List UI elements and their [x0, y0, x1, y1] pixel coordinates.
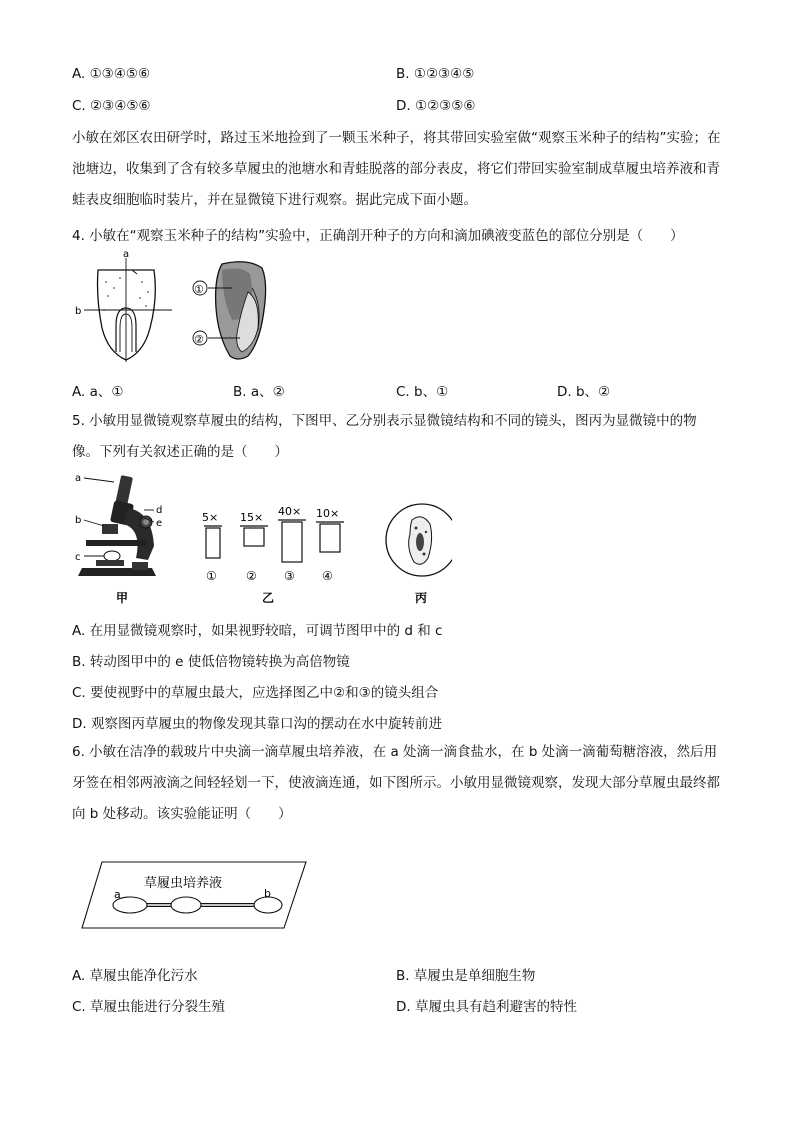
q6-option-a: A. 草履虫能净化污水 — [72, 968, 198, 984]
q5-option-c: C. 要使视野中的草履虫最大，应选择图乙中②和③的镜头组合 — [72, 685, 439, 701]
q4-option-b: B. a、② — [233, 384, 285, 400]
q4-label-b: b — [75, 306, 82, 317]
q4-label-a: a — [123, 249, 130, 260]
q4-option-c: C. b、① — [396, 384, 449, 400]
q5-option-d: D. 观察图丙草履虫的物像发现其靠口沟的摆动在水中旋转前进 — [72, 716, 442, 732]
q4-option-a: A. a、① — [72, 384, 124, 400]
micro-label-a: a — [75, 473, 82, 484]
micro-label-d: d — [156, 505, 163, 516]
lens-mag-1: 5× — [202, 511, 219, 524]
q5-figure — [72, 468, 452, 610]
lens-num-4: ④ — [322, 569, 333, 583]
q6-fig-label-b: b — [264, 887, 271, 900]
q4-stem: 4. 小敏在“观察玉米种子的结构”实验中，正确剖开种子的方向和滴加碘液变蓝色的部位分别是（ ） — [72, 228, 684, 244]
lens-num-1: ① — [206, 569, 217, 583]
lens-mag-3: 40× — [278, 505, 302, 518]
context-paragraph: 小敏在郊区农田研学时，路过玉米地捡到了一颗玉米种子，将其带回实验室做“观察玉米种子的结构”实验；在池塘边，收集到了含有较多草履虫的池塘水和青蛙脱落的部分表皮，将它们带回实验室制成草履虫培养液和青蛙表皮细胞临时装片，并在显微镜下进行观察。据此完成下面小题。 — [72, 130, 721, 208]
q5-option-a: A. 在用显微镜观察时，如果视野较暗，可调节图甲中的 d 和 c — [72, 623, 443, 639]
q4-figure — [72, 248, 292, 376]
lens-mag-2: 15× — [240, 511, 264, 524]
q6-option-d: D. 草履虫具有趋利避害的特性 — [396, 999, 577, 1015]
caption-jia: 甲 — [116, 591, 129, 605]
caption-yi: 乙 — [262, 591, 275, 605]
q6-figure — [80, 856, 312, 934]
q4-option-d: D. b、② — [557, 384, 611, 400]
q4-label-2: ② — [194, 333, 204, 346]
lens-num-2: ② — [246, 569, 257, 583]
q6-stem: 6. 小敏在洁净的载玻片中央滴一滴草履虫培养液，在 a 处滴一滴食盐水，在 b 处滴一滴葡萄糖溶液，然后用牙签在相邻两液滴之间轻轻划一下，使液滴连通，如下图所示。小敏用显微镜观察，发现大部分草履虫最终都向 b 处移动。该实验能证明（ ） — [72, 744, 720, 822]
lens-num-3: ③ — [284, 569, 295, 583]
q6-option-c: C. 草履虫能进行分裂生殖 — [72, 999, 226, 1015]
micro-label-b: b — [75, 515, 82, 526]
q4-label-1: ① — [194, 283, 204, 296]
prev-option-d: D. ①②③⑤⑥ — [396, 98, 476, 114]
prev-option-b: B. ①②③④⑤ — [396, 66, 475, 82]
q6-fig-title: 草履虫培养液 — [144, 876, 223, 891]
microscope-drawing — [78, 475, 156, 576]
q5-stem: 5. 小敏用显微镜观察草履虫的结构，下图甲、乙分别表示显微镜结构和不同的镜头，图丙为显微镜中的物像。下列有关叙述正确的是（ ） — [72, 413, 697, 460]
q6-option-b: B. 草履虫是单细胞生物 — [396, 968, 536, 984]
micro-label-e: e — [156, 518, 163, 529]
q5-option-b: B. 转动图甲中的 e 使低倍物镜转换为高倍物镜 — [72, 654, 350, 670]
prev-option-c: C. ②③④⑤⑥ — [72, 98, 151, 114]
micro-label-c: c — [75, 552, 81, 563]
q6-fig-label-a: a — [114, 888, 121, 901]
caption-bing: 丙 — [415, 591, 428, 605]
lens-mag-4: 10× — [316, 507, 340, 520]
prev-option-a: A. ①③④⑤⑥ — [72, 66, 151, 82]
